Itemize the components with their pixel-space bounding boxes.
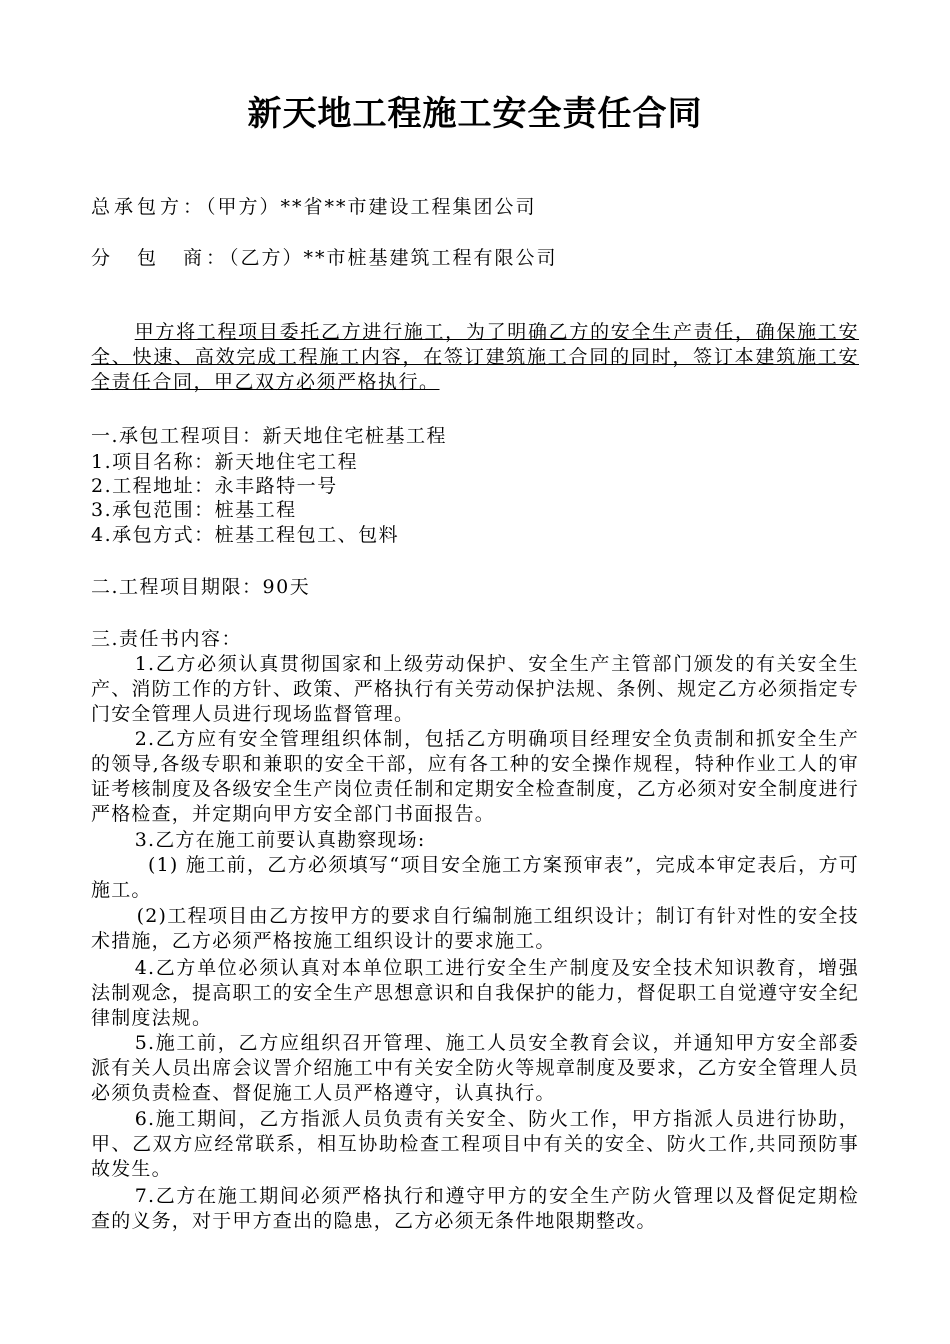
clause-paragraph: 1.乙方必须认真贯彻国家和上级劳动保护、安全生产主管部门颁发的有关安全生产、消防工作的方针、政策、严格执行有关劳动保护法规、条例、规定乙方必须指定专门安全管理人员进行现场监督管理。: [91, 653, 859, 725]
clause-paragraph: 4.乙方单位必须认真对本单位职工进行安全生产制度及安全技术知识教育，增强法制观念，提高职工的安全生产思想意识和自我保护的能力，督促职工自觉遵守安全纪律制度法规。: [91, 957, 859, 1029]
clause-paragraph: (1) 施工前，乙方必须填写“项目安全施工方案预审表”，完成本审定表后，方可施工。: [91, 854, 859, 901]
section-1-item: 3.承包范围：桩基工程: [91, 499, 297, 521]
section-1-item: 1.项目名称：新天地住宅工程: [91, 451, 359, 473]
section-1-item: 2.工程地址：永丰路特一号: [91, 475, 338, 497]
intro-paragraph: 甲方将工程项目委托乙方进行施工，为了明确乙方的安全生产责任，确保施工安全、快速、高效完成工程施工内容，在签订建筑施工合同的同时，签订本建筑施工安全责任合同，甲乙双方必须严格执行。: [91, 321, 859, 393]
clause-paragraph: 2.乙方应有安全管理组织体制，包括乙方明确项目经理安全负责制和抓安全生产的领导,各级专职和兼职的安全干部，应有各工种的安全操作规程，特种作业工人的审证考核制度及各级安全生产岗位责任制和定期安全检查制度，乙方必须对安全制度进行严格检查，并定期向甲方安全部门书面报告。: [91, 728, 859, 825]
section-1-item: 4.承包方式：桩基工程包工、包料: [91, 524, 400, 546]
document-title: 新天地工程施工安全责任合同: [247, 94, 703, 134]
clause-paragraph: 6.施工期间，乙方指派人员负责有关安全、防火工作，甲方指派人员进行协助，甲、乙双方应经常联系，相互协助检查工程项目中有关的安全、防火工作,共同预防事故发生。: [91, 1108, 859, 1180]
clause-paragraph: 7.乙方在施工期间必须严格执行和遵守甲方的安全生产防火管理以及督促定期检查的义务，对于甲方查出的隐患，乙方必须无条件地限期整改。: [91, 1185, 859, 1232]
section-1-heading: 一.承包工程项目：新天地住宅桩基工程: [91, 425, 448, 447]
clause-paragraph: 3.乙方在施工前要认真勘察现场:: [134, 829, 426, 851]
party-b-value: （乙方）**市桩基建筑工程有限公司: [229, 247, 558, 269]
section-3-heading: 三.责任书内容：: [91, 628, 243, 650]
party-a-line: [91, 194, 537, 220]
party-b-label: 分 包 商：: [91, 247, 230, 269]
section-2-heading: 二.工程项目期限：90天: [91, 576, 311, 598]
party-a-label: 总承包方：: [91, 196, 207, 218]
party-b-line: [91, 245, 558, 271]
clause-paragraph: (2)工程项目由乙方按甲方的要求自行编制施工组织设计；制订有针对性的安全技术措施，乙方必须严格按施工组织设计的要求施工。: [91, 905, 859, 952]
party-a-value: （甲方）**省**市建设工程集团公司: [206, 196, 537, 218]
clause-paragraph: 5.施工前，乙方应组织召开管理、施工人员安全教育会议，并通知甲方安全部委派有关人员出席会议詈介绍施工中有关安全防火等规章制度及要求，乙方安全管理人员必须负责检查、督促施工人员严格遵守，认真执行。: [91, 1032, 859, 1104]
